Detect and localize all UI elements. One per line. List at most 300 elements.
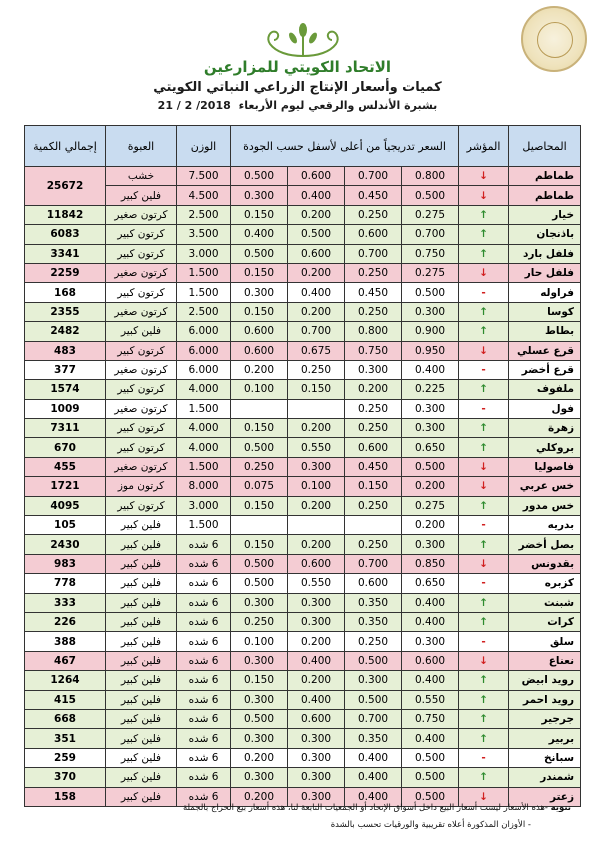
cell-total: 377: [25, 360, 106, 379]
cell-indicator: [459, 263, 509, 282]
cell-price-2: 0.700: [345, 709, 402, 728]
cell-indicator: [459, 632, 509, 651]
cell-price-1: 0.200: [402, 516, 459, 535]
cell-price-3: 0.550: [288, 438, 345, 457]
cell-price-2: 0.250: [345, 399, 402, 418]
cell-price-3: 0.150: [288, 380, 345, 399]
cell-price-2: 0.450: [345, 283, 402, 302]
cell-price-3: 0.550: [288, 574, 345, 593]
cell-product: كوسا: [509, 302, 581, 321]
cell-price-3: 0.300: [288, 612, 345, 631]
cell-total: 259: [25, 748, 106, 767]
cell-price-3: 0.675: [288, 341, 345, 360]
cell-price-2: 0.600: [345, 574, 402, 593]
cell-product: فراوله: [509, 283, 581, 302]
arrow-up-icon: ↑: [479, 693, 488, 706]
arrow-up-icon: ↑: [479, 713, 488, 726]
cell-indicator: [459, 477, 509, 496]
table-row: [25, 341, 581, 360]
cell-price-3: 0.400: [288, 283, 345, 302]
cell-price-1: 0.550: [402, 690, 459, 709]
cell-price-1: 0.500: [402, 283, 459, 302]
table-row: [25, 768, 581, 787]
arrow-up-icon: ↑: [479, 771, 488, 784]
arrow-down-icon: ↓: [479, 790, 488, 803]
cell-weight: 6 شده: [177, 690, 231, 709]
cell-total: 1009: [25, 399, 106, 418]
cell-weight: 6 شده: [177, 593, 231, 612]
cell-price-4: 0.600: [231, 322, 288, 341]
cell-product: طماطم: [509, 167, 581, 186]
cell-total: 415: [25, 690, 106, 709]
table-row: [25, 283, 581, 302]
dash-icon: -: [481, 519, 486, 532]
cell-total: 2259: [25, 263, 106, 282]
cell-weight: 2.500: [177, 205, 231, 224]
cell-indicator: [459, 302, 509, 321]
cell-price-2: 0.150: [345, 477, 402, 496]
cell-price-3: 0.300: [288, 787, 345, 806]
col-header-indicator: المؤشر: [459, 126, 509, 167]
arrow-up-icon: ↑: [479, 674, 488, 687]
cell-indicator: [459, 690, 509, 709]
cell-package: فلين كبير: [106, 516, 177, 535]
cell-package: كرتون كبير: [106, 225, 177, 244]
cell-price-1: 0.900: [402, 322, 459, 341]
cell-price-2: 0.250: [345, 302, 402, 321]
arrow-down-icon: ↓: [479, 267, 488, 280]
cell-package: فلين كبير: [106, 322, 177, 341]
cell-price-4: 0.150: [231, 535, 288, 554]
cell-weight: 6 شده: [177, 671, 231, 690]
arrow-down-icon: ↓: [479, 654, 488, 667]
cell-price-3: 0.200: [288, 419, 345, 438]
cell-price-4: 0.500: [231, 167, 288, 186]
cell-product: فاصوليا: [509, 457, 581, 476]
cell-weight: 6 شده: [177, 787, 231, 806]
cell-price-3: 0.600: [288, 709, 345, 728]
cell-price-2: 0.700: [345, 244, 402, 263]
cell-price-3: 0.200: [288, 263, 345, 282]
cell-price-1: 0.500: [402, 768, 459, 787]
cell-price-3: 0.200: [288, 632, 345, 651]
cell-package: كرتون كبير: [106, 419, 177, 438]
cell-price-4: 0.300: [231, 729, 288, 748]
cell-weight: 8.000: [177, 477, 231, 496]
cell-product: بقدونس: [509, 554, 581, 573]
cell-price-4: 0.300: [231, 651, 288, 670]
cell-indicator: [459, 205, 509, 224]
cell-price-1: 0.650: [402, 574, 459, 593]
cell-product: خيار: [509, 205, 581, 224]
cell-price-1: 0.300: [402, 535, 459, 554]
dash-icon: -: [481, 286, 486, 299]
cell-indicator: [459, 651, 509, 670]
table-row: [25, 244, 581, 263]
table-row: [25, 438, 581, 457]
cell-indicator: [459, 554, 509, 573]
cell-package: كرتون كبير: [106, 438, 177, 457]
table-row: [25, 612, 581, 631]
cell-product: رويد ابيض: [509, 671, 581, 690]
cell-price-1: 0.400: [402, 612, 459, 631]
cell-total: 168: [25, 283, 106, 302]
arrow-down-icon: ↓: [479, 170, 488, 183]
table-row: [25, 632, 581, 651]
cell-price-3: 0.250: [288, 360, 345, 379]
cell-price-2: 0.250: [345, 419, 402, 438]
dash-icon: -: [481, 364, 486, 377]
cell-price-2: 0.400: [345, 748, 402, 767]
cell-total: 1574: [25, 380, 106, 399]
cell-price-2: 0.350: [345, 612, 402, 631]
cell-price-4: 0.400: [231, 225, 288, 244]
cell-weight: 1.500: [177, 516, 231, 535]
cell-product: كرات: [509, 612, 581, 631]
cell-product: شمندر: [509, 768, 581, 787]
table-row: [25, 593, 581, 612]
table-row: [25, 167, 581, 186]
cell-package: فلين كبير: [106, 729, 177, 748]
cell-package: فلين كبير: [106, 186, 177, 205]
cell-weight: 1.500: [177, 283, 231, 302]
cell-product: بطاط: [509, 322, 581, 341]
cell-price-4: 0.500: [231, 554, 288, 573]
cell-weight: 6 شده: [177, 554, 231, 573]
cell-price-4: 0.150: [231, 496, 288, 515]
cell-indicator: [459, 612, 509, 631]
cell-indicator: [459, 748, 509, 767]
cell-package: فلين كبير: [106, 574, 177, 593]
cell-price-4: 0.200: [231, 787, 288, 806]
col-header-price: السعر تدريجياً من أعلى لأسفل حسب الجودة: [231, 126, 459, 167]
dash-icon: -: [481, 635, 486, 648]
cell-weight: 1.500: [177, 457, 231, 476]
cell-price-4: 0.150: [231, 302, 288, 321]
cell-price-3: 0.100: [288, 477, 345, 496]
cell-price-1: 0.500: [402, 186, 459, 205]
cell-weight: 6 شده: [177, 574, 231, 593]
cell-price-4: [231, 399, 288, 418]
table-row: [25, 535, 581, 554]
cell-total: 983: [25, 554, 106, 573]
cell-package: كرتون صغير: [106, 205, 177, 224]
cell-price-3: [288, 516, 345, 535]
cell-price-2: 0.350: [345, 593, 402, 612]
cell-weight: 1.500: [177, 399, 231, 418]
cell-price-4: 0.300: [231, 593, 288, 612]
cell-price-3: 0.300: [288, 457, 345, 476]
cell-price-4: 0.600: [231, 341, 288, 360]
cell-indicator: [459, 244, 509, 263]
cell-package: فلين كبير: [106, 554, 177, 573]
cell-package: كرتون كبير: [106, 380, 177, 399]
dash-icon: -: [481, 577, 486, 590]
cell-price-1: 0.275: [402, 496, 459, 515]
cell-package: فلين كبير: [106, 593, 177, 612]
cell-price-4: 0.075: [231, 477, 288, 496]
cell-indicator: [459, 768, 509, 787]
cell-weight: 6 شده: [177, 651, 231, 670]
arrow-down-icon: ↓: [479, 344, 488, 357]
cell-package: فلين كبير: [106, 768, 177, 787]
cell-price-1: 0.275: [402, 205, 459, 224]
table-row: [25, 302, 581, 321]
cell-total: 105: [25, 516, 106, 535]
arrow-up-icon: ↑: [479, 325, 488, 338]
cell-weight: 7.500: [177, 167, 231, 186]
cell-package: كرتون صغير: [106, 360, 177, 379]
cell-price-4: 0.150: [231, 671, 288, 690]
cell-indicator: [459, 225, 509, 244]
cell-package: كرتون كبير: [106, 496, 177, 515]
note-label: تنويه: [550, 803, 571, 813]
table-body: [25, 167, 581, 807]
cell-product: كزبره: [509, 574, 581, 593]
cell-price-1: 0.400: [402, 729, 459, 748]
cell-product: زعتر: [509, 787, 581, 806]
cell-total: 7311: [25, 419, 106, 438]
cell-price-4: 0.250: [231, 612, 288, 631]
cell-total: 1721: [25, 477, 106, 496]
cell-package: كرتون موز: [106, 477, 177, 496]
cell-price-1: 0.225: [402, 380, 459, 399]
cell-product: بصل أخضر: [509, 535, 581, 554]
page-title: الاتحاد الكويتي للمزارعين: [203, 58, 392, 76]
cell-indicator: [459, 729, 509, 748]
cell-price-4: [231, 516, 288, 535]
cell-total: 11842: [25, 205, 106, 224]
cell-price-3: 0.600: [288, 244, 345, 263]
cell-price-4: 0.500: [231, 244, 288, 263]
cell-price-2: 0.300: [345, 360, 402, 379]
cell-price-3: 0.300: [288, 768, 345, 787]
arrow-up-icon: ↑: [479, 616, 488, 629]
col-header-weight: الوزن: [177, 126, 231, 167]
cell-total: 226: [25, 612, 106, 631]
col-header-package: العبوة: [106, 126, 177, 167]
cell-price-2: 0.600: [345, 225, 402, 244]
cell-price-4: 0.100: [231, 380, 288, 399]
cell-indicator: [459, 167, 509, 186]
table-row: [25, 477, 581, 496]
cell-indicator: [459, 283, 509, 302]
cell-price-3: 0.200: [288, 535, 345, 554]
cell-price-4: 0.250: [231, 457, 288, 476]
dash-icon: -: [481, 402, 486, 415]
cell-weight: 1.500: [177, 263, 231, 282]
cell-package: فلين كبير: [106, 612, 177, 631]
cell-indicator: [459, 593, 509, 612]
cell-indicator: [459, 574, 509, 593]
arrow-up-icon: ↑: [479, 305, 488, 318]
cell-indicator: [459, 380, 509, 399]
cell-price-1: 0.500: [402, 787, 459, 806]
cell-price-2: 0.250: [345, 263, 402, 282]
cell-product: نعناع: [509, 651, 581, 670]
note-line-2: - الأوزان المذكورة أعلاه تقريبية والورقيات تحسب بالشدة: [330, 820, 531, 830]
cell-price-1: 0.500: [402, 457, 459, 476]
cell-total: 778: [25, 574, 106, 593]
table-row: [25, 457, 581, 476]
cell-product: قرع عسلي: [509, 341, 581, 360]
cell-price-3: 0.400: [288, 690, 345, 709]
cell-weight: 2.500: [177, 302, 231, 321]
cell-price-1: 0.300: [402, 419, 459, 438]
cell-price-4: 0.150: [231, 205, 288, 224]
cell-total: 4095: [25, 496, 106, 515]
arrow-up-icon: ↑: [479, 732, 488, 745]
cell-price-2: 0.400: [345, 787, 402, 806]
cell-total: 670: [25, 438, 106, 457]
cell-price-4: 0.300: [231, 690, 288, 709]
table-row: [25, 748, 581, 767]
cell-weight: 3.500: [177, 225, 231, 244]
cell-price-2: 0.700: [345, 167, 402, 186]
cell-price-2: 0.350: [345, 729, 402, 748]
arrow-up-icon: ↑: [479, 208, 488, 221]
cell-price-1: 0.275: [402, 263, 459, 282]
cell-indicator: [459, 438, 509, 457]
table-row: [25, 360, 581, 379]
cell-package: فلين كبير: [106, 671, 177, 690]
cell-price-2: 0.250: [345, 632, 402, 651]
cell-package: كرتون صغير: [106, 399, 177, 418]
arrow-up-icon: ↑: [479, 538, 488, 551]
cell-price-1: 0.800: [402, 167, 459, 186]
cell-price-3: 0.600: [288, 167, 345, 186]
cell-price-2: 0.800: [345, 322, 402, 341]
cell-weight: 4.000: [177, 380, 231, 399]
cell-price-2: 0.250: [345, 535, 402, 554]
cell-price-1: 0.300: [402, 302, 459, 321]
prices-table: [24, 125, 581, 807]
cell-price-3: 0.400: [288, 186, 345, 205]
cell-product: بدريه: [509, 516, 581, 535]
cell-total: 388: [25, 632, 106, 651]
cell-indicator: [459, 709, 509, 728]
cell-total: 455: [25, 457, 106, 476]
cell-indicator: [459, 399, 509, 418]
cell-weight: 3.000: [177, 496, 231, 515]
cell-indicator: [459, 671, 509, 690]
arrow-up-icon: ↑: [479, 383, 488, 396]
cell-weight: 6.000: [177, 322, 231, 341]
cell-price-2: 0.200: [345, 380, 402, 399]
cell-price-3: 0.300: [288, 729, 345, 748]
table-row: [25, 690, 581, 709]
date-line-prefix: بشبرة الأندلس والرقعي ليوم الأربعاء: [238, 99, 438, 112]
cell-package: خشب: [106, 167, 177, 186]
cell-price-1: 0.600: [402, 651, 459, 670]
cell-price-4: 0.200: [231, 360, 288, 379]
cell-indicator: [459, 535, 509, 554]
cell-total: 6083: [25, 225, 106, 244]
cell-weight: 6 شده: [177, 709, 231, 728]
floral-ornament-icon: [258, 22, 348, 58]
cell-price-2: 0.250: [345, 496, 402, 515]
cell-product: خس مدور: [509, 496, 581, 515]
cell-package: فلين كبير: [106, 787, 177, 806]
cell-package: فلين كبير: [106, 748, 177, 767]
cell-total: 25672: [25, 167, 106, 206]
cell-package: فلين كبير: [106, 690, 177, 709]
cell-price-1: 0.750: [402, 709, 459, 728]
cell-price-1: 0.700: [402, 225, 459, 244]
document-header: [0, 0, 595, 120]
cell-weight: 3.000: [177, 244, 231, 263]
table-row: [25, 651, 581, 670]
cell-price-3: 0.700: [288, 322, 345, 341]
cell-weight: 4.000: [177, 419, 231, 438]
cell-total: 370: [25, 768, 106, 787]
arrow-up-icon: ↑: [479, 422, 488, 435]
cell-price-2: 0.450: [345, 186, 402, 205]
cell-price-1: 0.400: [402, 593, 459, 612]
cell-price-1: 0.400: [402, 671, 459, 690]
cell-price-4: 0.300: [231, 283, 288, 302]
cell-price-3: 0.300: [288, 748, 345, 767]
cell-indicator: [459, 360, 509, 379]
cell-weight: 6.000: [177, 360, 231, 379]
cell-weight: 4.000: [177, 438, 231, 457]
note-text-1: -هذه الأسعار ليست أسعار البيع داخل أسواق الإتحاد أو الجمعيات التابعة لنا، هذه أسعار بيع الحراج بالجملة: [182, 803, 548, 813]
cell-product: شبنت: [509, 593, 581, 612]
cell-price-3: 0.200: [288, 302, 345, 321]
cell-product: باذنجان: [509, 225, 581, 244]
arrow-down-icon: ↓: [479, 558, 488, 570]
cell-total: 467: [25, 651, 106, 670]
table-row: [25, 709, 581, 728]
cell-indicator: [459, 516, 509, 535]
arrow-down-icon: ↓: [479, 189, 488, 202]
table-row: [25, 554, 581, 573]
date-line: [0, 99, 595, 112]
cell-package: كرتون كبير: [106, 341, 177, 360]
cell-indicator: [459, 496, 509, 515]
cell-package: كرتون صغير: [106, 457, 177, 476]
table-row: [25, 399, 581, 418]
cell-price-4: 0.500: [231, 438, 288, 457]
cell-weight: 6 شده: [177, 535, 231, 554]
cell-price-3: 0.400: [288, 651, 345, 670]
cell-product: سلق: [509, 632, 581, 651]
cell-price-3: 0.300: [288, 593, 345, 612]
cell-product: سبانخ: [509, 748, 581, 767]
cell-price-1: 0.950: [402, 341, 459, 360]
cell-product: قرع أخضر: [509, 360, 581, 379]
cell-product: طماطم: [509, 186, 581, 205]
cell-weight: 6 شده: [177, 748, 231, 767]
cell-price-3: 0.200: [288, 671, 345, 690]
cell-weight: 4.500: [177, 186, 231, 205]
arrow-up-icon: ↑: [479, 499, 488, 512]
cell-product: فلفل بارد: [509, 244, 581, 263]
cell-price-1: 0.850: [402, 554, 459, 573]
dash-icon: -: [481, 751, 486, 764]
cell-total: 2430: [25, 535, 106, 554]
cell-product: ملفوف: [509, 380, 581, 399]
cell-price-3: 0.200: [288, 205, 345, 224]
table-row: [25, 322, 581, 341]
cell-product: رويد احمر: [509, 690, 581, 709]
cell-price-1: 0.400: [402, 360, 459, 379]
cell-product: بربير: [509, 729, 581, 748]
cell-product: خس عربي: [509, 477, 581, 496]
cell-price-2: 0.500: [345, 651, 402, 670]
cell-weight: 6 شده: [177, 612, 231, 631]
cell-price-1: 0.300: [402, 632, 459, 651]
